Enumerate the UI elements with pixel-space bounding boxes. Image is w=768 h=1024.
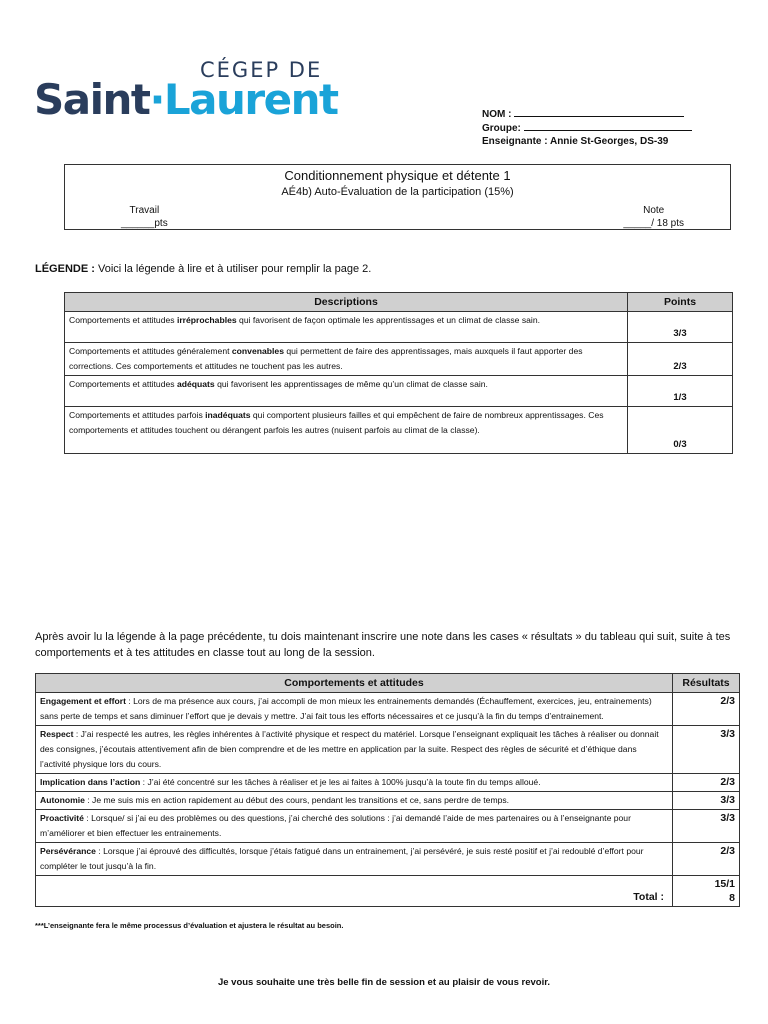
eval-result[interactable]: 2/3 (673, 843, 740, 876)
closing-message: Je vous souhaite une très belle fin de session et au plaisir de vous revoir. (217, 977, 551, 988)
legend-points: 1/3 (628, 376, 733, 407)
eval-col-results: Résultats (673, 674, 740, 693)
eval-criterion: Proactivité : Lorsque/ si j’ai eu des problèmes ou des questions, j’ai cherché des solutions : j’ai demandé l’aide de mes partenaires ou à l’enseignante pour m’améliorer et bien effectuer les entrainements. (36, 810, 673, 843)
eval-header-row (36, 674, 740, 693)
student-id-block (482, 107, 692, 148)
evaluation-subtitle: AÉ4b) Auto-Évaluation de la participation (15%) (281, 186, 514, 198)
eval-criterion: Persévérance : Lorsque j’ai éprouvé des difficultés, lorsque j’étais fatigué dans un entrainement, j’ai persévéré, je suis resté positif et j’ai redoublé d’effort pour compléter le tout jusqu’à la fin. (36, 843, 673, 876)
nom-label: NOM : (482, 109, 512, 120)
legend-row (65, 343, 733, 376)
legend-description: Comportements et attitudes généralement convenables qui permettent de faire des apprentissages, mais auxquels il faut apporter des corrections. Ces comportements et attitudes ne touchent pas les autres. (65, 343, 628, 376)
legend-text: Voici la légende à lire et à utiliser pour remplir la page 2. (97, 263, 372, 275)
legend-label: LÉGENDE : (35, 263, 95, 275)
footnote: ***L’enseignante fera le même processus d’évaluation et ajustera le résultat au besoin. (35, 921, 344, 930)
note-block (623, 204, 684, 230)
note-value[interactable]: _____/ 18 pts (623, 218, 684, 229)
eval-result[interactable]: 3/3 (673, 726, 740, 774)
title-box (64, 164, 731, 230)
groupe-label: Groupe: (482, 123, 521, 134)
eval-row-engagement (36, 693, 740, 726)
course-title: Conditionnement physique et détente 1 (284, 168, 511, 183)
eval-result[interactable]: 2/3 (673, 693, 740, 726)
legend-header-row (65, 293, 733, 312)
eval-total-row (36, 876, 740, 907)
legend-table (64, 292, 733, 454)
note-label: Note (643, 205, 665, 216)
legend-row (65, 312, 733, 343)
legend-description: Comportements et attitudes irréprochables qui favorisent de façon optimale les apprentissages et un climat de classe sain. (65, 312, 628, 343)
travail-label: Travail (129, 205, 160, 216)
teacher-info: Enseignante : Annie St-Georges, DS-39 (482, 136, 669, 147)
eval-result[interactable]: 3/3 (673, 792, 740, 810)
eval-criterion: Autonomie : Je me suis mis en action rapidement au début des cours, pendant les transitions et ce, sans perdre de temps. (36, 792, 673, 810)
legend-row (65, 407, 733, 454)
total-value[interactable]: 15/1 8 (673, 876, 740, 907)
logo-main-text (34, 75, 338, 124)
legend-points: 2/3 (628, 343, 733, 376)
legend-description: Comportements et attitudes adéquats qui favorisent les apprentissages de même qu’un climat de classe sain. (65, 376, 628, 407)
eval-criterion: Engagement et effort : Lors de ma présence aux cours, j’ai accompli de mon mieux les entrainements demandés (Échauffement, exercices, jeu, entrainements) sans perte de temps et sans diminuer l’effort que je devais y mettre. J’ai fait tous les efforts nécessaires et ce jusqu’à la fin du temps d’entrainement. (36, 693, 673, 726)
instructions-paragraph: Après avoir lu la légende à la page précédente, tu dois maintenant inscrire une note dans les cases « résultats » du tableau qui suit, suite à tes comportements et à tes attitudes en classe tout au long de la session. (35, 631, 731, 659)
legend-col-points: Points (628, 293, 733, 312)
legend-points: 3/3 (628, 312, 733, 343)
eval-result[interactable]: 3/3 (673, 810, 740, 843)
legend-points: 0/3 (628, 407, 733, 454)
eval-criterion: Respect : J’ai respecté les autres, les règles inhérentes à l’activité physique et respect du matériel. Lorsque l’enseignant expliquait les tâches à réaliser ou donnait des consignes, j’écoutais attentivement afin de bien comprendre et de les mettre en application par la suite. Respect des règles de sécurité et d’éthique dans l’activité physique lors du cours. (36, 726, 673, 774)
evaluation-table (35, 673, 740, 907)
logo-saint: Saint (34, 75, 150, 124)
eval-row-perseverance (36, 843, 740, 876)
cegep-logo (34, 58, 338, 124)
legend-description: Comportements et attitudes parfois inadéquats qui comportent plusieurs failles et qui empêchent de faire de nombreux apprentissages. Ces comportements et attitudes touchent ou dérangent parfois les autres (nuisent parfois au climat de la classe). (65, 407, 628, 454)
groupe-field[interactable] (524, 121, 692, 131)
travail-block (121, 204, 168, 230)
logo-laurent: ·Laurent (149, 75, 338, 124)
eval-row-respect (36, 726, 740, 774)
eval-row-implication (36, 774, 740, 792)
eval-result[interactable]: 2/3 (673, 774, 740, 792)
legend-row (65, 376, 733, 407)
eval-col-behaviour: Comportements et attitudes (36, 674, 673, 693)
legend-col-descriptions: Descriptions (65, 293, 628, 312)
total-label: Total : (36, 876, 673, 907)
eval-row-proactivite (36, 810, 740, 843)
logo-top-text: CÉGEP DE (200, 58, 323, 82)
eval-criterion: Implication dans l’action : J’ai été concentré sur les tâches à réaliser et je les ai faites à 100% jusqu’à la toute fin du temps alloué. (36, 774, 673, 792)
legend-intro (35, 263, 371, 275)
nom-field[interactable] (514, 107, 684, 117)
eval-row-autonomie (36, 792, 740, 810)
travail-value[interactable]: ______pts (121, 218, 168, 229)
